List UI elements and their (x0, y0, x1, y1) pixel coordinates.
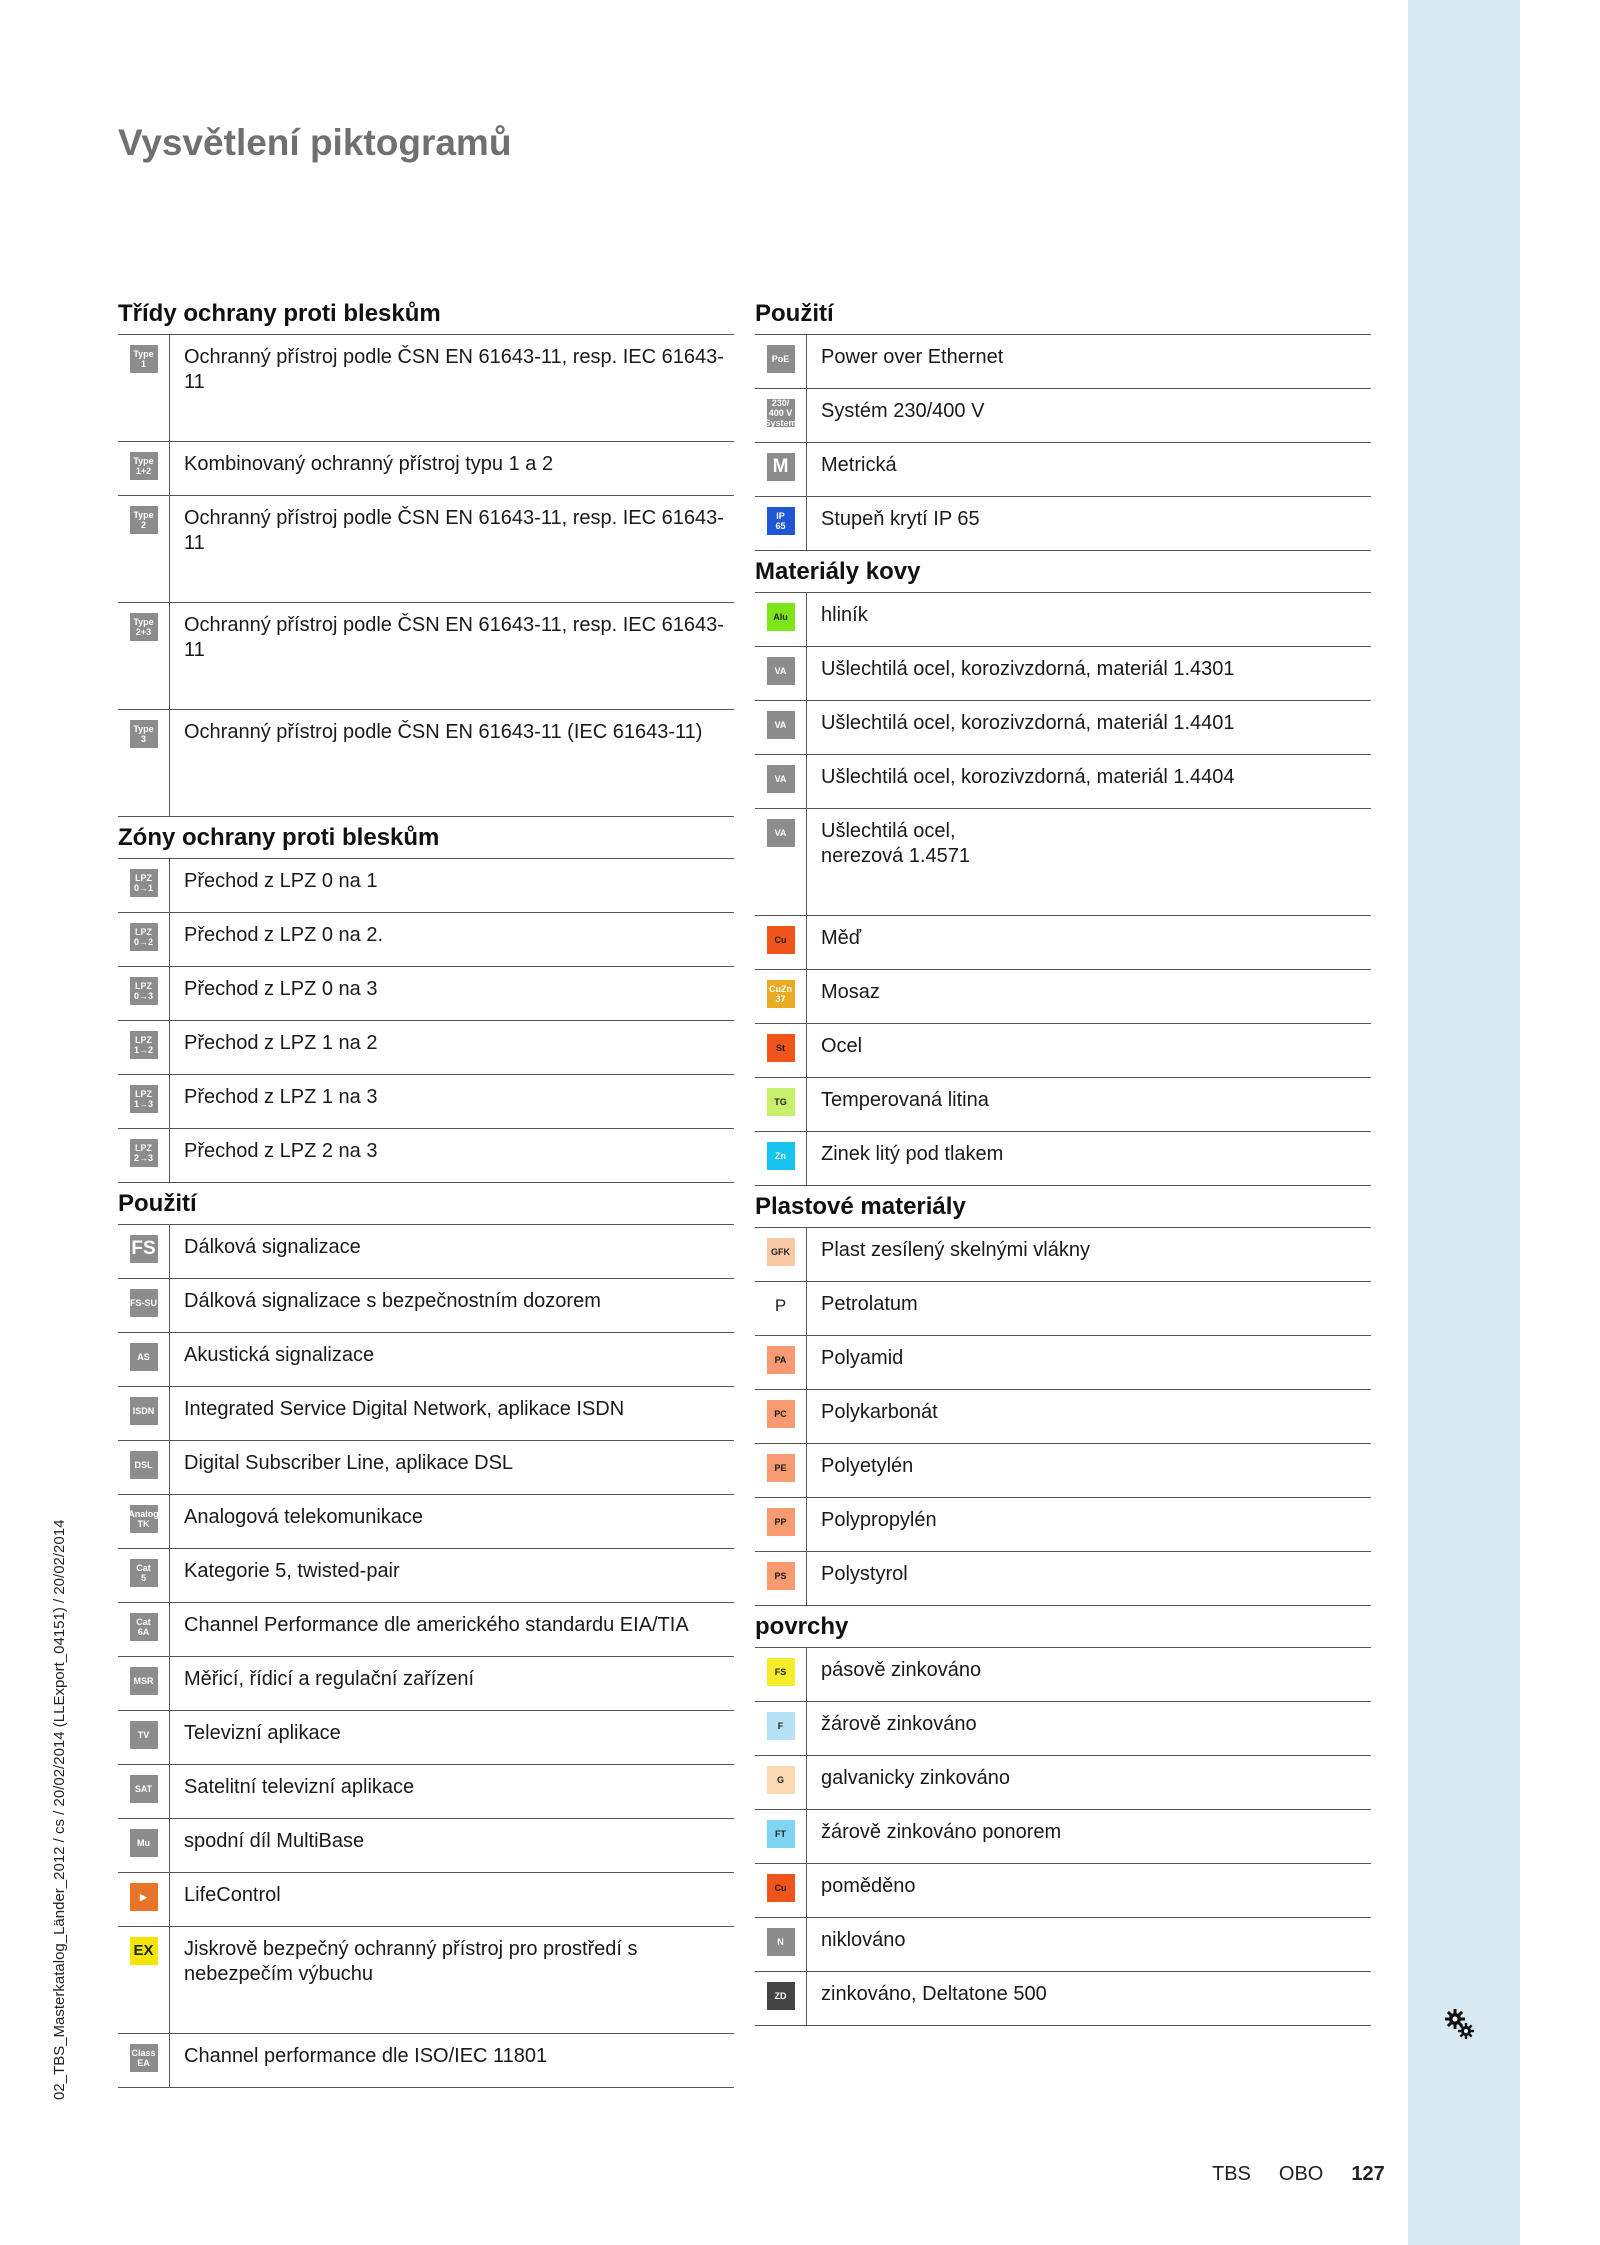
pictogram-description: Satelitní televizní aplikace (184, 1776, 415, 1798)
pictogram-cell (118, 1333, 170, 1386)
pictogram-description: Temperovaná litina (821, 1089, 989, 1111)
zd-icon: ZD (767, 1982, 795, 2010)
section-heading: Plastové materiály (755, 1186, 1371, 1228)
pictogram-description: Přechod z LPZ 1 na 3 (184, 1086, 378, 1108)
pictogram-row (755, 1918, 1371, 1972)
pictogram-cell (118, 1021, 170, 1074)
pictogram-cell (755, 1078, 807, 1131)
pictogram-description: Digital Subscriber Line, aplikace DSL (184, 1452, 514, 1474)
gfk-icon: GFK (767, 1238, 795, 1266)
lpz-2-3-icon: LPZ 2→3 (130, 1139, 158, 1167)
pp-icon: PP (767, 1508, 795, 1536)
pictogram-description: Přechod z LPZ 0 na 3 (184, 978, 378, 1000)
pictogram-description: Plast zesílený skelnými vlákny (821, 1239, 1090, 1261)
pictogram-cell (118, 1387, 170, 1440)
pictogram-row (118, 1495, 734, 1549)
pictogram-cell (755, 1810, 807, 1863)
pictogram-description: žárově zinkováno (821, 1713, 977, 1735)
pictogram-row (755, 497, 1371, 551)
lpz-0-2-icon: LPZ 0→2 (130, 923, 158, 951)
pictogram-cell (118, 1819, 170, 1872)
lpz-1-3-icon: LPZ 1→3 (130, 1085, 158, 1113)
pictogram-description: Přechod z LPZ 0 na 1 (184, 870, 378, 892)
pictogram-row (755, 593, 1371, 647)
pictogram-cell (118, 442, 170, 495)
pictogram-description: Zinek litý pod tlakem (821, 1143, 1004, 1165)
pictogram-cell (755, 389, 807, 442)
pictogram-cell (755, 1498, 807, 1551)
pictogram-description: zinkováno, Deltatone 500 (821, 1983, 1047, 2005)
pictogram-description: Polystyrol (821, 1563, 908, 1585)
pictogram-cell (755, 1390, 807, 1443)
pictogram-description: Přechod z LPZ 2 na 3 (184, 1140, 378, 1162)
pictogram-description: Metrická (821, 454, 897, 476)
pictogram-row (755, 755, 1371, 809)
pictogram-row (118, 1549, 734, 1603)
pictogram-description: Ochranný přístroj podle ČSN EN 61643-11 (IEC 61643-11) (184, 721, 703, 743)
cat-5-icon: Cat 5 (130, 1559, 158, 1587)
system-230-400-icon: 230/ 400 V System (764, 398, 797, 428)
dsl-icon: DSL (130, 1451, 158, 1479)
pictogram-row (755, 1498, 1371, 1552)
n-nickel-icon: N (767, 1928, 795, 1956)
pictogram-row (118, 1129, 734, 1183)
pictogram-row (755, 1390, 1371, 1444)
cu-icon: Cu (767, 926, 795, 954)
section-heading: Materiály kovy (755, 551, 1371, 593)
msr-icon: MSR (130, 1667, 158, 1695)
pictogram-cell (118, 1603, 170, 1656)
pictogram-row (755, 389, 1371, 443)
va-4301-icon: VA (767, 657, 795, 685)
pictogram-description: Dálková signalizace s bezpečnostním dozorem (184, 1290, 601, 1312)
pictogram-row (118, 913, 734, 967)
pictogram-cell (755, 1918, 807, 1971)
pictogram-description: hliník (821, 604, 868, 626)
pictogram-cell (118, 1441, 170, 1494)
pictogram-cell (755, 1864, 807, 1917)
right-column (755, 293, 1371, 2026)
pictogram-row (118, 496, 734, 603)
pictogram-row (118, 1927, 734, 2034)
pictogram-cell (118, 1657, 170, 1710)
pictogram-description: Kategorie 5, twisted-pair (184, 1560, 400, 1582)
pictogram-description: Stupeň krytí IP 65 (821, 508, 980, 530)
pictogram-row (118, 442, 734, 496)
pictogram-row (755, 1078, 1371, 1132)
pictogram-cell (755, 1282, 807, 1335)
petrolatum-icon: P (774, 1296, 787, 1315)
pictogram-row (755, 1282, 1371, 1336)
pictogram-cell (755, 1024, 807, 1077)
pictogram-description: poměděno (821, 1875, 916, 1897)
pictogram-cell (755, 701, 807, 754)
page-title: Vysvětlení piktogramů (118, 122, 512, 163)
fs-su-icon: FS-SU (130, 1289, 158, 1317)
cuzn-icon: CuZn 37 (767, 980, 795, 1008)
pictogram-cell (755, 647, 807, 700)
pc-icon: PC (767, 1400, 795, 1428)
pictogram-row (118, 1279, 734, 1333)
pictogram-cell (755, 755, 807, 808)
pictogram-description: Analogová telekomunikace (184, 1506, 424, 1528)
pictogram-cell (118, 1549, 170, 1602)
pictogram-row (755, 443, 1371, 497)
pictogram-row (118, 859, 734, 913)
pictogram-cell (755, 1702, 807, 1755)
pictogram-row (755, 1702, 1371, 1756)
pictogram-row (755, 647, 1371, 701)
pictogram-description: Ochranný přístroj podle ČSN EN 61643-11, resp. IEC 61643-11 (184, 346, 724, 393)
pictogram-row (755, 1756, 1371, 1810)
pictogram-description: Ušlechtilá ocel, korozivzdorná, materiál 1.4301 (821, 658, 1235, 680)
pictogram-row (755, 1132, 1371, 1186)
poe-icon: PoE (767, 345, 795, 373)
pictogram-row (755, 1336, 1371, 1390)
pictogram-cell (755, 1444, 807, 1497)
section-heading: Zóny ochrany proti bleskům (118, 817, 734, 859)
pictogram-description: žárově zinkováno ponorem (821, 1821, 1062, 1843)
pictogram-cell (118, 859, 170, 912)
pictogram-cell (118, 1225, 170, 1278)
pictogram-description: Měď (821, 927, 862, 949)
pictogram-description: Channel Performance dle amerického standardu EIA/TIA (184, 1614, 689, 1636)
cu-plated-icon: Cu (767, 1874, 795, 1902)
lpz-1-2-icon: LPZ 1→2 (130, 1031, 158, 1059)
pictogram-row (755, 1648, 1371, 1702)
pictogram-description: Měřicí, řídicí a regulační zařízení (184, 1668, 475, 1690)
pictogram-cell (755, 443, 807, 496)
pictogram-description: Integrated Service Digital Network, aplikace ISDN (184, 1398, 625, 1420)
pictogram-cell (118, 1129, 170, 1182)
tv-icon: TV (130, 1721, 158, 1749)
pictogram-cell (755, 1552, 807, 1605)
pictogram-cell (118, 1279, 170, 1332)
pictogram-description: Petrolatum (821, 1293, 918, 1315)
pictogram-cell (118, 1075, 170, 1128)
side-color-bar (1408, 0, 1520, 2245)
ft-icon: FT (767, 1820, 795, 1848)
pictogram-cell (755, 1756, 807, 1809)
ps-icon: PS (767, 1562, 795, 1590)
type-1-icon: Type 1 (130, 345, 158, 373)
pictogram-description: niklováno (821, 1929, 906, 1951)
section-heading: Použití (118, 1183, 734, 1225)
pictogram-description: Televizní aplikace (184, 1722, 341, 1744)
pictogram-cell (118, 335, 170, 441)
pictogram-row (118, 335, 734, 442)
pictogram-row (755, 1864, 1371, 1918)
pictogram-cell (118, 1927, 170, 2033)
g-galv-icon: G (767, 1766, 795, 1794)
cat-6a-icon: Cat 6A (130, 1613, 158, 1641)
fs-strip-icon: FS (767, 1658, 795, 1686)
alu-icon: Alu (767, 603, 795, 631)
pictogram-description: Kombinovaný ochranný přístroj typu 1 a 2 (184, 453, 554, 475)
pictogram-cell (118, 1711, 170, 1764)
pictogram-cell (118, 1873, 170, 1926)
pictogram-cell (118, 913, 170, 966)
pictogram-row (118, 1765, 734, 1819)
lifecontrol-icon: ▶ (130, 1883, 158, 1911)
lpz-0-1-icon: LPZ 0→1 (130, 869, 158, 897)
section-heading: Třídy ochrany proti bleskům (118, 293, 734, 335)
pictogram-row (118, 1387, 734, 1441)
type-2-3-icon: Type 2+3 (130, 613, 158, 641)
lpz-0-3-icon: LPZ 0→3 (130, 977, 158, 1005)
pictogram-cell (118, 1495, 170, 1548)
zn-icon: Zn (767, 1142, 795, 1170)
pictogram-row (755, 970, 1371, 1024)
footer-brand-tbs: TBS (1212, 2163, 1251, 2185)
pictogram-cell (755, 335, 807, 388)
pictogram-row (118, 1819, 734, 1873)
pictogram-row (118, 603, 734, 710)
pictogram-description: Polypropylén (821, 1509, 937, 1531)
pictogram-cell (755, 1336, 807, 1389)
section-heading: povrchy (755, 1606, 1371, 1648)
pa-icon: PA (767, 1346, 795, 1374)
pictogram-row (755, 1444, 1371, 1498)
pictogram-description: Channel performance dle ISO/IEC 11801 (184, 2045, 548, 2067)
pictogram-row (118, 1711, 734, 1765)
f-hot-icon: F (767, 1712, 795, 1740)
pictogram-cell (755, 1648, 807, 1701)
sat-icon: SAT (130, 1775, 158, 1803)
page-footer (1212, 2163, 1385, 2186)
pictogram-cell (118, 603, 170, 709)
pictogram-description: Mosaz (821, 981, 880, 1003)
pictogram-description: galvanicky zinkováno (821, 1767, 1010, 1789)
pictogram-description: Přechod z LPZ 1 na 2 (184, 1032, 378, 1054)
pictogram-cell (755, 809, 807, 915)
pictogram-cell (755, 1228, 807, 1281)
va-4404-icon: VA (767, 765, 795, 793)
pictogram-row (118, 1603, 734, 1657)
page-number: 127 (1351, 2163, 1385, 2185)
pictogram-row (755, 1552, 1371, 1606)
pictogram-description: Polyamid (821, 1347, 904, 1369)
pictogram-cell (118, 496, 170, 602)
va-4571-icon: VA (767, 819, 795, 847)
pictogram-description: Ochranný přístroj podle ČSN EN 61643-11, resp. IEC 61643-11 (184, 507, 724, 554)
pictogram-row (755, 1024, 1371, 1078)
pictogram-row (755, 335, 1371, 389)
pictogram-row (118, 1075, 734, 1129)
pictogram-description: Systém 230/400 V (821, 400, 985, 422)
pictogram-description: Polyetylén (821, 1455, 914, 1477)
pictogram-row (118, 1333, 734, 1387)
pictogram-description: Ochranný přístroj podle ČSN EN 61643-11, resp. IEC 61643-11 (184, 614, 724, 661)
section-heading: Použití (755, 293, 1371, 335)
pictogram-row (118, 1873, 734, 1927)
pictogram-description: Power over Ethernet (821, 346, 1004, 368)
pictogram-row (118, 1657, 734, 1711)
pictogram-row (118, 1225, 734, 1279)
left-column (118, 293, 734, 2088)
pictogram-row (755, 701, 1371, 755)
pictogram-description: pásově zinkováno (821, 1659, 982, 1681)
pictogram-row (755, 1228, 1371, 1282)
side-file-note: 02_TBS_Masterkatalog_Länder_2012 / cs / 20/02/2014 (LLExport_04151) / 20/02/2014 (51, 1519, 68, 2100)
pictogram-description: Ušlechtilá ocel, korozivzdorná, materiál 1.4404 (821, 766, 1235, 788)
pictogram-cell (755, 497, 807, 550)
isdn-icon: ISDN (130, 1397, 158, 1425)
pe-icon: PE (767, 1454, 795, 1482)
pictogram-cell (118, 967, 170, 1020)
pictogram-cell (755, 970, 807, 1023)
pictogram-cell (118, 1765, 170, 1818)
analog-tk-icon: Analog TK (130, 1505, 158, 1533)
pictogram-row (755, 809, 1371, 916)
pictogram-row (118, 1021, 734, 1075)
va-4401-icon: VA (767, 711, 795, 739)
pictogram-row (118, 2034, 734, 2088)
type-1-2-icon: Type 1+2 (130, 452, 158, 480)
metric-icon: M (767, 453, 795, 481)
pictogram-description: Přechod z LPZ 0 na 2. (184, 924, 384, 946)
pictogram-row (118, 710, 734, 817)
pictogram-row (755, 1810, 1371, 1864)
pictogram-row (118, 967, 734, 1021)
fs-icon: FS (130, 1235, 158, 1263)
st-icon: St (767, 1034, 795, 1062)
as-icon: AS (130, 1343, 158, 1371)
pictogram-row (755, 1972, 1371, 2026)
pictogram-cell (755, 916, 807, 969)
footer-brand-obo: OBO (1278, 2163, 1324, 2185)
pictogram-description: Ocel (821, 1035, 863, 1057)
pictogram-description: Polykarbonát (821, 1401, 938, 1423)
pictogram-description: Dálková signalizace (184, 1236, 361, 1258)
ip65-icon: IP 65 (767, 507, 795, 535)
ex-icon: EX (130, 1937, 158, 1965)
pictogram-description: spodní díl MultiBase (184, 1830, 365, 1852)
pictogram-row (755, 916, 1371, 970)
gears-icon (1443, 2007, 1477, 2041)
pictogram-description: LifeControl (184, 1884, 281, 1906)
pictogram-cell (755, 1972, 807, 2025)
class-ea-icon: Class EA (130, 2044, 158, 2072)
pictogram-description: Jiskrově bezpečný ochranný přístroj pro prostředí s nebezpečím výbuchu (184, 1938, 638, 1985)
tg-icon: TG (767, 1088, 795, 1116)
pictogram-cell (118, 710, 170, 816)
type-3-icon: Type 3 (130, 720, 158, 748)
pictogram-description: Akustická signalizace (184, 1344, 375, 1366)
pictogram-cell (755, 1132, 807, 1185)
pictogram-cell (118, 2034, 170, 2087)
type-2-icon: Type 2 (130, 506, 158, 534)
pictogram-description: Ušlechtilá ocel, nerezová 1.4571 (821, 820, 971, 867)
mu-icon: Mu (130, 1829, 158, 1857)
pictogram-description: Ušlechtilá ocel, korozivzdorná, materiál 1.4401 (821, 712, 1235, 734)
pictogram-cell (755, 593, 807, 646)
pictogram-row (118, 1441, 734, 1495)
